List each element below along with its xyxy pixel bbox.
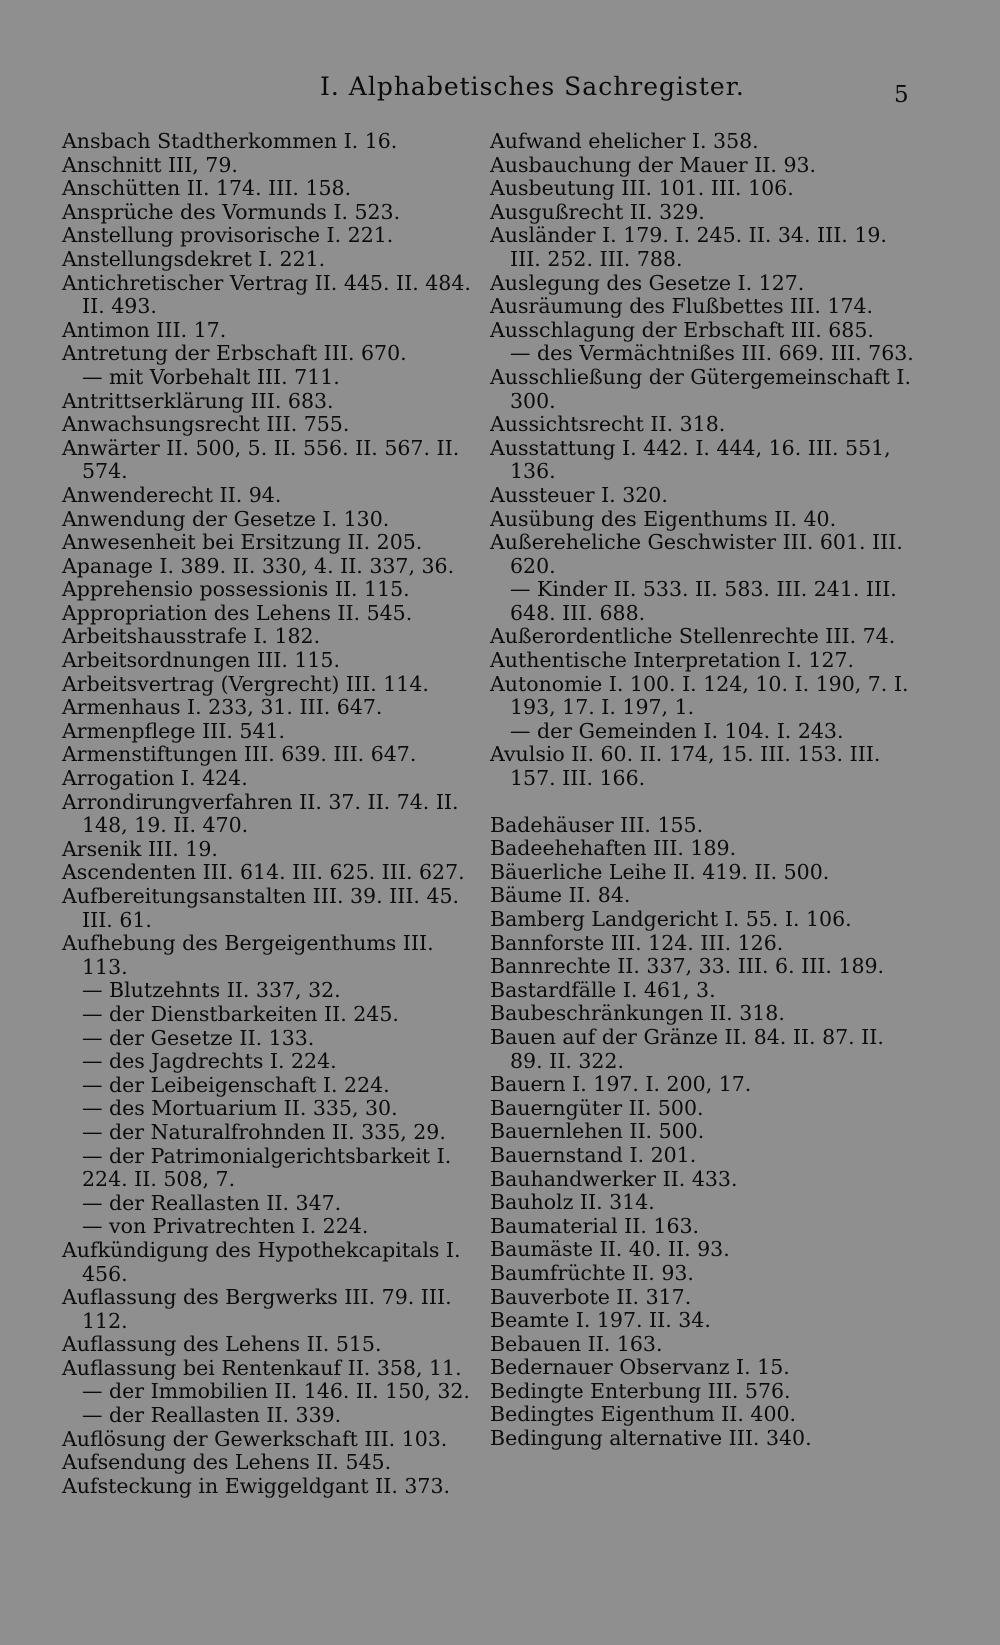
index-entry: — der Gesetze II. 133. bbox=[82, 1025, 315, 1050]
index-entry: Arrondirungverfahren II. 37. II. 74. II. 148, 19. II. 470. bbox=[62, 789, 459, 838]
index-entry: Anstellungsdekret I. 221. bbox=[62, 246, 326, 271]
index-entry: — der Reallasten II. 339. bbox=[82, 1403, 342, 1428]
index-entry: Apanage I. 389. II. 330, 4. II. 337, 36. bbox=[62, 553, 455, 578]
index-entry: Ascendenten III. 614. III. 625. III. 627. bbox=[62, 860, 465, 885]
index-entry: Baumaterial II. 163. bbox=[490, 1213, 700, 1238]
index-column-right bbox=[490, 130, 915, 1451]
index-entry: Auflösung der Gewerkschaft III. 103. bbox=[62, 1426, 448, 1451]
index-entry: Ansprüche des Vormunds I. 523. bbox=[62, 199, 401, 224]
index-entry: Beamte I. 197. II. 34. bbox=[490, 1308, 711, 1333]
index-entry: Avulsio II. 60. II. 174, 15. III. 153. III. 157. III. 166. bbox=[490, 742, 881, 791]
index-entry: Anwendung der Gesetze I. 130. bbox=[62, 506, 390, 531]
index-entry: Bamberg Landgericht I. 55. I. 106. bbox=[490, 907, 852, 931]
index-entry: Bauern I. 197. I. 200, 17. bbox=[490, 1072, 752, 1097]
index-entry: Ausschlagung der Erbschaft III. 685. bbox=[490, 317, 874, 342]
index-entry: Anwärter II. 500, 5. II. 556. II. 567. II. 574. bbox=[62, 435, 460, 484]
index-entry: — der Naturalfrohnden II. 335, 29. bbox=[82, 1119, 446, 1144]
index-entry: Bedingtes Eigenthum II. 400. bbox=[490, 1402, 797, 1427]
index-entry: Ausstattung I. 442. I. 444, 16. III. 551, 136. bbox=[490, 435, 891, 484]
index-entry: Bauhandwerker II. 433. bbox=[490, 1166, 738, 1191]
index-entry: Ausgußrecht II. 329. bbox=[490, 199, 705, 224]
index-entry: Baumfrüchte II. 93. bbox=[490, 1260, 694, 1285]
running-title: I. Alphabetisches Sachregister. bbox=[320, 72, 745, 101]
index-entry: — Blutzehnts II. 337, 32. bbox=[82, 978, 341, 1003]
index-entry: Bäuerliche Leihe II. 419. II. 500. bbox=[490, 859, 830, 884]
index-entry: Aufsendung des Lehens II. 545. bbox=[62, 1450, 392, 1475]
index-entry: — der Immobilien II. 146. II. 150, 32. bbox=[82, 1379, 470, 1404]
index-entry: Anwachsungsrecht III. 755. bbox=[62, 412, 350, 437]
index-entry: Auslegung des Gesetze I. 127. bbox=[490, 270, 805, 295]
index-entry: Auflassung des Bergwerks III. 79. III. 112. bbox=[62, 1285, 452, 1333]
page-header bbox=[0, 72, 1000, 112]
index-entry: Aufwand ehelicher I. 358. bbox=[490, 129, 759, 153]
index-entry: Badehäuser III. 155. bbox=[490, 812, 704, 837]
index-entry: Arbeitsordnungen III. 115. bbox=[62, 648, 340, 673]
index-entry: Arrogation I. 424. bbox=[62, 766, 248, 791]
index-entry: Bauverbote II. 317. bbox=[490, 1284, 692, 1309]
page-number: 5 bbox=[894, 82, 909, 108]
index-entry: — der Leibeigenschaft I. 224. bbox=[82, 1072, 390, 1097]
index-entry: Bauernlehen II. 500. bbox=[490, 1119, 705, 1144]
index-entry: Ausschließung der Gütergemeinschaft I. 300. bbox=[490, 364, 912, 413]
index-entry: Armenhaus I. 233, 31. III. 647. bbox=[62, 695, 383, 720]
index-entry: Aufbereitungsanstalten III. 39. III. 45. III. 61. bbox=[62, 884, 460, 932]
index-entry: Arbeitshausstrafe I. 182. bbox=[62, 624, 321, 649]
index-entry: Autonomie I. 100. I. 124, 10. I. 190, 7. I. 193, 17. I. 197, 1. bbox=[490, 671, 909, 720]
index-entry: Ausräumung des Flußbettes III. 174. bbox=[490, 294, 874, 319]
index-entry: Ausbauchung der Mauer II. 93. bbox=[490, 152, 817, 177]
index-entry: — des Vermächtnißes III. 669. III. 763. bbox=[510, 341, 914, 366]
index-entry: Bauholz II. 314. bbox=[490, 1190, 655, 1215]
index-entry: Bauerngüter II. 500. bbox=[490, 1095, 704, 1120]
index-entry: Arsenik III. 19. bbox=[62, 836, 218, 861]
index-entry: — der Reallasten II. 347. bbox=[82, 1190, 342, 1215]
index-entry: Badeehehaften III. 189. bbox=[490, 836, 737, 861]
index-entry: Aussteuer I. 320. bbox=[490, 482, 668, 507]
index-entry: Aufsteckung in Ewiggeldgant II. 373. bbox=[62, 1473, 451, 1498]
index-column-left bbox=[62, 130, 472, 1498]
index-entry: Außerordentliche Stellenrechte III. 74. bbox=[490, 624, 896, 649]
index-entry: Anwesenheit bei Ersitzung II. 205. bbox=[62, 530, 423, 555]
index-entry: Ausländer I. 179. I. 245. II. 34. III. 19. III. 252. III. 788. bbox=[490, 223, 887, 271]
index-entry: Apprehensio possessionis II. 115. bbox=[62, 577, 410, 602]
index-entry: — der Dienstbarkeiten II. 245. bbox=[82, 1001, 399, 1026]
index-entry: Anwenderecht II. 94. bbox=[62, 482, 282, 507]
index-entry: Antichretischer Vertrag II. 445. II. 484. II. 493. bbox=[62, 270, 471, 319]
index-entry: — Kinder II. 533. II. 583. III. 241. III. 648. III. 688. bbox=[510, 577, 897, 625]
index-entry: Bastardfälle I. 461, 3. bbox=[490, 977, 716, 1002]
index-entry: Bauen auf der Gränze II. 84. II. 87. II. 89. II. 322. bbox=[490, 1024, 884, 1073]
index-entry: Auflassung des Lehens II. 515. bbox=[62, 1332, 382, 1357]
index-entry: Bannforste III. 124. III. 126. bbox=[490, 930, 784, 955]
index-entry: Aufhebung des Bergeigenthums III. 113. bbox=[62, 931, 434, 979]
index-entry: Anschütten II. 174. III. 158. bbox=[62, 176, 352, 201]
index-entry: Baumäste II. 40. II. 93. bbox=[490, 1237, 730, 1262]
index-entry: Ausübung des Eigenthums II. 40. bbox=[490, 506, 837, 531]
index-entry: Auflassung bei Rentenkauf II. 358, 11. bbox=[62, 1355, 462, 1380]
index-entry: Armenstiftungen III. 639. III. 647. bbox=[62, 742, 417, 767]
index-entry: Antretung der Erbschaft III. 670. bbox=[62, 341, 407, 366]
index-entry: Aussichtsrecht II. 318. bbox=[490, 412, 726, 437]
index-entry: Ansbach Stadtherkommen I. 16. bbox=[62, 129, 398, 153]
index-entry: Antrittserklärung III. 683. bbox=[62, 388, 334, 413]
index-entry: — der Patrimonialgerichtsbarkeit I. 224. II. 508, 7. bbox=[82, 1143, 452, 1192]
index-entry: Ausbeutung III. 101. III. 106. bbox=[490, 176, 794, 201]
index-entry: — des Mortuarium II. 335, 30. bbox=[82, 1096, 398, 1121]
index-entry: — mit Vorbehalt III. 711. bbox=[82, 364, 340, 389]
index-entry: — des Jagdrechts I. 224. bbox=[82, 1049, 337, 1074]
index-entry: Baubeschränkungen II. 318. bbox=[490, 1001, 785, 1026]
index-entry: Authentische Interpretation I. 127. bbox=[490, 648, 855, 673]
index-entry: Bannrechte II. 337, 33. III. 6. III. 189. bbox=[490, 954, 885, 979]
index-entry: Arbeitsvertrag (Vergrecht) III. 114. bbox=[62, 671, 429, 696]
index-entry: Anschnitt III, 79. bbox=[62, 152, 238, 177]
index-entry: Armenpflege III. 541. bbox=[62, 718, 286, 743]
index-entry: Antimon III. 17. bbox=[62, 317, 227, 342]
index-entry: Appropriation des Lehens II. 545. bbox=[62, 600, 413, 625]
index-entry: Anstellung provisorische I. 221. bbox=[62, 223, 394, 248]
index-entry: Aufkündigung des Hypothekcapitals I. 456. bbox=[62, 1237, 461, 1286]
index-entry: Bäume II. 84. bbox=[490, 883, 631, 908]
index-entry: Bauernstand I. 201. bbox=[490, 1142, 697, 1167]
index-entry: Bedingung alternative III. 340. bbox=[490, 1426, 812, 1451]
index-entry: Bedingte Enterbung III. 576. bbox=[490, 1378, 791, 1403]
index-entry: — von Privatrechten I. 224. bbox=[82, 1214, 369, 1239]
index-entry: Außereheliche Geschwister III. 601. III. 620. bbox=[490, 530, 903, 578]
index-entry: Bedernauer Observanz I. 15. bbox=[490, 1355, 790, 1380]
index-entry: Bebauen II. 163. bbox=[490, 1331, 663, 1356]
index-entry: — der Gemeinden I. 104. I. 243. bbox=[510, 718, 844, 743]
